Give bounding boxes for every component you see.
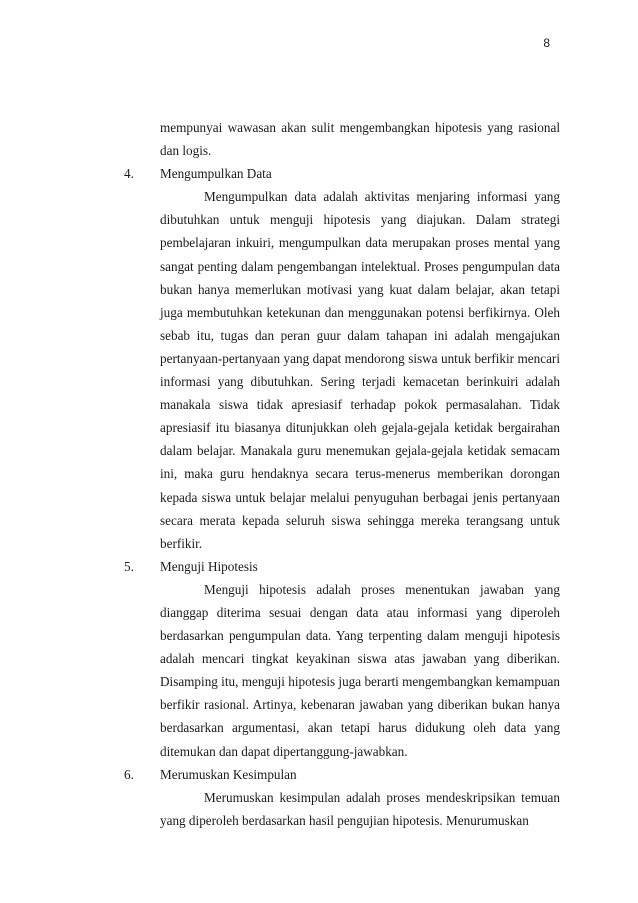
- section-mengumpulkan-data: [124, 162, 560, 555]
- section-title: Merumuskan Kesimpulan: [160, 766, 297, 782]
- section-heading: [124, 555, 560, 578]
- section-paragraph: Mengumpulkan data adalah aktivitas menjaring informasi yang dibutuhkan untuk menguji hipotesis yang diajukan. Dalam strategi pembelajaran inkuiri, mengumpulkan data merupakan proses mental yang sangat penting dalam pengembangan intelektual. Proses pengumpulan data bukan hanya memerlukan motivasi yang kuat dalam belajar, akan tetapi juga membutuhkan ketekunan dan menggunakan potensi berfikirnya. Oleh sebab itu, tugas dan peran guur dalam tahapan ini adalah mengajukan pertanyaan-pertanyaan yang dapat mendorong siswa untuk berfikir mencari informasi yang dibutuhkan. Sering terjadi kemacetan berinkuiri adalah manakala siswa tidak apresiasif terhadap pokok permasalahan. Tidak apresiasif itu biasanya ditunjukkan oleh gejala-gejala ketidak bergairahan dalam belajar. Manakala guru menemukan gejala-gejala ketidak semacam ini, maka guru hendaknya secara terus-menerus memberikan dorongan kepada siswa untuk belajar melalui penyuguhan berbagai jenis pertanyaan secara merata kepada seluruh siswa sehingga mereka terangsang untuk berfikir.: [160, 189, 560, 551]
- section-heading: [124, 763, 560, 786]
- section-number: 4.: [124, 166, 134, 182]
- section-merumuskan-kesimpulan: [124, 763, 560, 832]
- section-menguji-hipotesis: [124, 555, 560, 763]
- section-heading: [124, 162, 560, 185]
- page-number: 8: [543, 36, 550, 50]
- section-title: Menguji Hipotesis: [160, 558, 258, 574]
- section-paragraph: Menguji hipotesis adalah proses menentukan jawaban yang dianggap diterima sesuai dengan data atau informasi yang diperoleh berdasarkan pengumpulan data. Yang terpenting dalam menguji hipotesis adalah mencari tingkat keyakinan siswa atas jawaban yang diberikan. Disamping itu, menguji hipotesis juga berarti mengembangkan kemampuan berfikir rasional. Artinya, kebenaran jawaban yang diberikan bukan hanya berdasarkan argumentasi, akan tetapi harus didukung oleh data yang ditemukan dan dapat dipertanggung-jawabkan.: [160, 581, 560, 759]
- document-body: [124, 116, 560, 832]
- section-title: Mengumpulkan Data: [160, 166, 272, 182]
- section-number: 5.: [124, 558, 134, 574]
- section-paragraph: Merumuskan kesimpulan adalah proses mendeskripsikan temuan yang diperoleh berdasarkan hasil pengujian hipotesis. Menurumuskan: [160, 789, 560, 828]
- section-number: 6.: [124, 766, 134, 782]
- intro-continuation: mempunyai wawasan akan sulit mengembangkan hipotesis yang rasional dan logis.: [160, 120, 560, 159]
